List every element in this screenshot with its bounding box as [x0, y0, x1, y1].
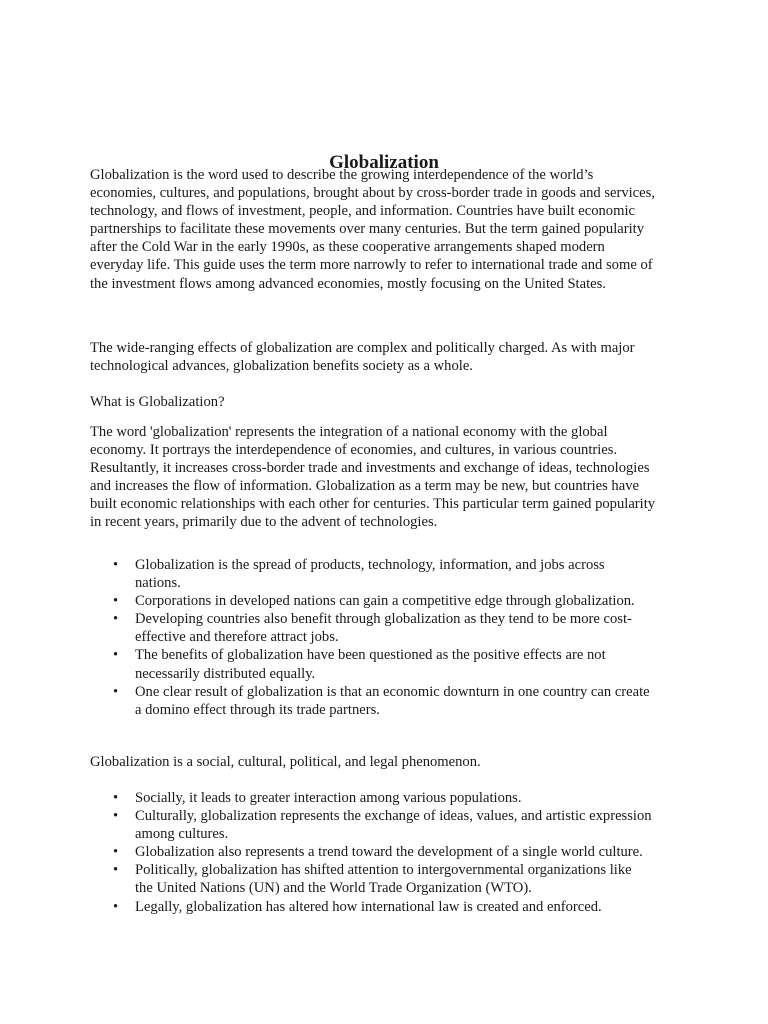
intro-paragraph-1	[90, 166, 655, 293]
text-line: Resultantly, it increases cross-border trade and investments and exchange of ideas, technologies	[90, 460, 650, 477]
text-line: The benefits of globalization have been questioned as the positive effects are not	[135, 647, 606, 664]
text-line: economies, cultures, and populations, brought about by cross-border trade in goods and services,	[90, 185, 655, 202]
bullet-icon: •	[113, 593, 119, 610]
text-line: Globalization is the word used to describe the growing interdependence of the world’s	[90, 167, 594, 183]
text-line: the United Nations (UN) and the World Trade Organization (WTO).	[135, 880, 532, 897]
text-line: Globalization is the spread of products, technology, information, and jobs across	[135, 557, 605, 573]
document-title: Globalization	[329, 152, 439, 173]
list-item	[90, 898, 652, 916]
text-line: One clear result of globalization is that an economic downturn in one country can create	[135, 683, 650, 700]
text-line: technological advances, globalization benefits society as a whole.	[90, 358, 473, 375]
bullet-icon: •	[113, 790, 119, 806]
text-line: The word 'globalization' represents the integration of a national economy with the global	[90, 424, 608, 440]
list-item	[90, 789, 652, 807]
section-heading: What is Globalization?	[90, 394, 225, 410]
bullet-icon: •	[113, 557, 119, 573]
definition-paragraph	[90, 423, 655, 532]
dimensions-list	[90, 789, 652, 916]
bullet-icon: •	[113, 647, 119, 664]
text-line: partnerships to facilitate these movements over many centuries. But the term gained popularity	[90, 221, 644, 238]
text-line: Globalization also represents a trend toward the development of a single world culture.	[135, 844, 643, 861]
text-line: in recent years, primarily due to the advent of technologies.	[90, 514, 438, 531]
text-line: the investment flows among advanced economies, mostly focusing on the United States.	[90, 275, 606, 292]
text-line: technology, and flows of investment, people, and information. Countries have built economic	[90, 203, 635, 220]
bullet-icon: •	[113, 808, 119, 825]
bullet-icon: •	[113, 844, 119, 861]
list-item	[90, 843, 652, 861]
text-line: economy. It portrays the interdependence of economies, and cultures, in various countries.	[90, 442, 618, 459]
bullet-icon: •	[113, 862, 119, 879]
text-line: a domino effect through its trade partners.	[135, 701, 380, 718]
key-points-list	[90, 556, 650, 719]
list-item	[90, 646, 650, 682]
list-item	[90, 683, 650, 719]
list-item	[90, 556, 650, 592]
list-item	[90, 807, 652, 843]
list-item	[90, 861, 652, 897]
text-line: built economic relationships with each other for centuries. This particular term gained popularity	[90, 496, 656, 513]
text-line: Legally, globalization has altered how international law is created and enforced.	[135, 898, 602, 915]
bullet-icon: •	[113, 683, 119, 700]
text-line: Culturally, globalization represents the exchange of ideas, values, and artistic expression	[135, 808, 652, 825]
phenomenon-statement: Globalization is a social, cultural, political, and legal phenomenon.	[90, 754, 481, 770]
text-line: Developing countries also benefit through globalization as they tend to be more cost-	[135, 611, 632, 628]
text-line: and increases the flow of information. Globalization as a term may be new, but countries have	[90, 478, 639, 495]
text-line: after the Cold War in the early 1990s, as these cooperative arrangements shaped modern	[90, 239, 605, 256]
text-line: Corporations in developed nations can gain a competitive edge through globalization.	[135, 593, 635, 610]
bullet-icon: •	[113, 611, 119, 628]
list-item	[90, 610, 650, 646]
list-item	[90, 592, 650, 610]
text-line: everyday life. This guide uses the term more narrowly to refer to international trade and some of	[90, 257, 653, 274]
text-line: necessarily distributed equally.	[135, 665, 316, 682]
text-line: among cultures.	[135, 826, 229, 843]
text-line: Socially, it leads to greater interaction among various populations.	[135, 790, 522, 806]
bullet-icon: •	[113, 898, 119, 915]
text-line: nations.	[135, 575, 181, 592]
text-line: effective and therefore attract jobs.	[135, 629, 339, 646]
intro-paragraph-2	[90, 339, 635, 375]
text-line: Politically, globalization has shifted attention to intergovernmental organizations like	[135, 862, 632, 879]
text-line: The wide-ranging effects of globalization are complex and politically charged. As with major	[90, 340, 635, 356]
